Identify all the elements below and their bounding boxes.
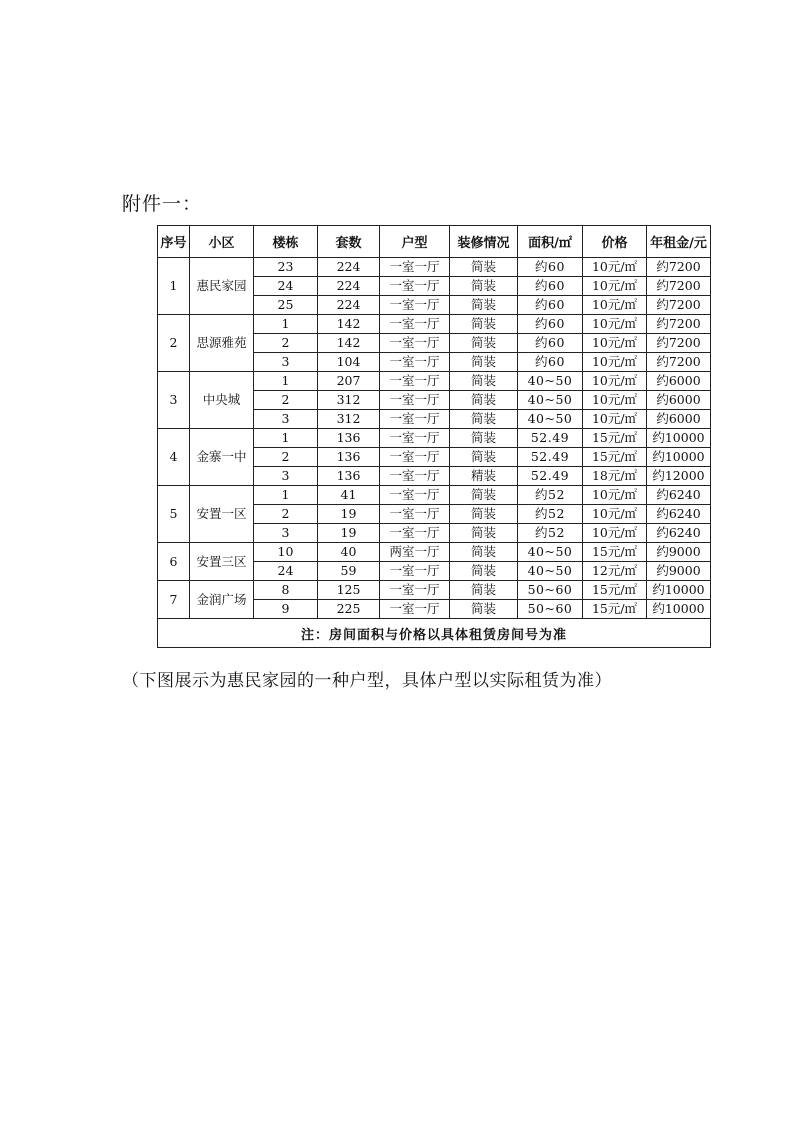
cell-area: 40~50 — [518, 372, 583, 391]
community-name: 金寨一中 — [190, 429, 254, 486]
cell-units: 19 — [318, 505, 380, 524]
header-cell: 楼栋 — [254, 226, 318, 258]
table-body — [158, 258, 711, 619]
cell-decoration: 简装 — [450, 581, 518, 600]
cell-building: 8 — [254, 581, 318, 600]
cell-units: 59 — [318, 562, 380, 581]
header-cell: 户型 — [380, 226, 450, 258]
cell-area: 50~60 — [518, 600, 583, 619]
cell-decoration: 简装 — [450, 448, 518, 467]
cell-rent: 约10000 — [647, 600, 711, 619]
cell-rent: 约7200 — [647, 334, 711, 353]
cell-price: 10元/㎡ — [583, 277, 647, 296]
header-cell: 序号 — [158, 226, 190, 258]
cell-layout: 一室一厅 — [380, 353, 450, 372]
cell-layout: 一室一厅 — [380, 410, 450, 429]
cell-area: 40~50 — [518, 391, 583, 410]
community-name: 金润广场 — [190, 581, 254, 619]
header-cell: 价格 — [583, 226, 647, 258]
cell-price: 10元/㎡ — [583, 315, 647, 334]
cell-rent: 约6000 — [647, 372, 711, 391]
cell-units: 41 — [318, 486, 380, 505]
cell-rent: 约7200 — [647, 353, 711, 372]
cell-price: 10元/㎡ — [583, 353, 647, 372]
cell-units: 207 — [318, 372, 380, 391]
cell-decoration: 简装 — [450, 258, 518, 277]
cell-area: 约60 — [518, 334, 583, 353]
cell-rent: 约10000 — [647, 429, 711, 448]
cell-decoration: 简装 — [450, 334, 518, 353]
cell-rent: 约6240 — [647, 524, 711, 543]
cell-building: 1 — [254, 372, 318, 391]
cell-price: 10元/㎡ — [583, 524, 647, 543]
cell-area: 约52 — [518, 486, 583, 505]
cell-layout: 一室一厅 — [380, 315, 450, 334]
cell-building: 2 — [254, 505, 318, 524]
cell-price: 10元/㎡ — [583, 391, 647, 410]
row-number: 6 — [158, 543, 190, 581]
cell-layout: 一室一厅 — [380, 258, 450, 277]
cell-units: 142 — [318, 334, 380, 353]
cell-area: 约60 — [518, 258, 583, 277]
table-row — [158, 486, 711, 505]
cell-layout: 一室一厅 — [380, 391, 450, 410]
table-note: 注：房间面积与价格以具体租赁房间号为准 — [158, 619, 711, 648]
cell-decoration: 简装 — [450, 543, 518, 562]
cell-area: 50~60 — [518, 581, 583, 600]
cell-units: 312 — [318, 391, 380, 410]
cell-area: 约60 — [518, 296, 583, 315]
community-name: 安置三区 — [190, 543, 254, 581]
cell-units: 104 — [318, 353, 380, 372]
cell-layout: 一室一厅 — [380, 448, 450, 467]
cell-rent: 约6240 — [647, 486, 711, 505]
cell-rent: 约12000 — [647, 467, 711, 486]
cell-area: 40~50 — [518, 543, 583, 562]
cell-area: 52.49 — [518, 467, 583, 486]
cell-units: 225 — [318, 600, 380, 619]
cell-decoration: 简装 — [450, 562, 518, 581]
cell-price: 10元/㎡ — [583, 258, 647, 277]
cell-price: 15元/㎡ — [583, 429, 647, 448]
cell-units: 224 — [318, 277, 380, 296]
cell-rent: 约10000 — [647, 448, 711, 467]
cell-rent: 约7200 — [647, 277, 711, 296]
cell-units: 142 — [318, 315, 380, 334]
cell-layout: 一室一厅 — [380, 296, 450, 315]
header-cell: 套数 — [318, 226, 380, 258]
cell-layout: 一室一厅 — [380, 467, 450, 486]
cell-price: 10元/㎡ — [583, 334, 647, 353]
cell-decoration: 简装 — [450, 410, 518, 429]
cell-building: 1 — [254, 429, 318, 448]
cell-layout: 一室一厅 — [380, 505, 450, 524]
cell-area: 52.49 — [518, 429, 583, 448]
cell-price: 15元/㎡ — [583, 448, 647, 467]
cell-decoration: 简装 — [450, 600, 518, 619]
row-number: 2 — [158, 315, 190, 372]
cell-layout: 一室一厅 — [380, 524, 450, 543]
cell-area: 约60 — [518, 277, 583, 296]
floorplan-caption: （下图展示为惠民家园的一种户型，具体户型以实际租赁为准） — [122, 671, 612, 691]
cell-units: 136 — [318, 448, 380, 467]
cell-building: 1 — [254, 486, 318, 505]
cell-rent: 约6000 — [647, 410, 711, 429]
cell-layout: 一室一厅 — [380, 562, 450, 581]
header-cell: 年租金/元 — [647, 226, 711, 258]
header-row — [158, 226, 711, 258]
cell-layout: 一室一厅 — [380, 600, 450, 619]
row-number: 7 — [158, 581, 190, 619]
cell-price: 10元/㎡ — [583, 372, 647, 391]
table-row — [158, 543, 711, 562]
cell-price: 10元/㎡ — [583, 296, 647, 315]
row-number: 3 — [158, 372, 190, 429]
cell-price: 10元/㎡ — [583, 486, 647, 505]
community-name: 惠民家园 — [190, 258, 254, 315]
header-cell: 装修情况 — [450, 226, 518, 258]
cell-rent: 约10000 — [647, 581, 711, 600]
cell-rent: 约6000 — [647, 391, 711, 410]
cell-rent: 约6240 — [647, 505, 711, 524]
cell-layout: 一室一厅 — [380, 372, 450, 391]
cell-decoration: 简装 — [450, 296, 518, 315]
cell-building: 1 — [254, 315, 318, 334]
cell-units: 136 — [318, 429, 380, 448]
cell-price: 15元/㎡ — [583, 581, 647, 600]
cell-building: 23 — [254, 258, 318, 277]
table-row — [158, 372, 711, 391]
cell-area: 约60 — [518, 353, 583, 372]
cell-building: 2 — [254, 391, 318, 410]
cell-area: 40~50 — [518, 410, 583, 429]
cell-rent: 约7200 — [647, 296, 711, 315]
cell-decoration: 简装 — [450, 353, 518, 372]
cell-layout: 一室一厅 — [380, 334, 450, 353]
cell-building: 3 — [254, 353, 318, 372]
cell-rent: 约7200 — [647, 258, 711, 277]
community-name: 中央城 — [190, 372, 254, 429]
cell-price: 10元/㎡ — [583, 410, 647, 429]
cell-decoration: 简装 — [450, 429, 518, 448]
cell-layout: 一室一厅 — [380, 581, 450, 600]
cell-decoration: 简装 — [450, 505, 518, 524]
cell-area: 52.49 — [518, 448, 583, 467]
cell-layout: 一室一厅 — [380, 486, 450, 505]
cell-units: 224 — [318, 258, 380, 277]
cell-price: 15元/㎡ — [583, 543, 647, 562]
cell-price: 12元/㎡ — [583, 562, 647, 581]
cell-building: 25 — [254, 296, 318, 315]
cell-building: 2 — [254, 448, 318, 467]
cell-units: 136 — [318, 467, 380, 486]
header-cell: 小区 — [190, 226, 254, 258]
cell-area: 约52 — [518, 524, 583, 543]
cell-building: 10 — [254, 543, 318, 562]
cell-rent: 约7200 — [647, 315, 711, 334]
table-row — [158, 429, 711, 448]
note-row — [158, 619, 711, 648]
cell-units: 19 — [318, 524, 380, 543]
cell-price: 15元/㎡ — [583, 600, 647, 619]
cell-decoration: 简装 — [450, 372, 518, 391]
cell-decoration: 简装 — [450, 315, 518, 334]
cell-units: 224 — [318, 296, 380, 315]
cell-layout: 两室一厅 — [380, 543, 450, 562]
cell-decoration: 精装 — [450, 467, 518, 486]
cell-decoration: 简装 — [450, 486, 518, 505]
row-number: 4 — [158, 429, 190, 486]
cell-decoration: 简装 — [450, 277, 518, 296]
cell-building: 24 — [254, 562, 318, 581]
cell-rent: 约9000 — [647, 562, 711, 581]
cell-price: 10元/㎡ — [583, 505, 647, 524]
cell-decoration: 简装 — [450, 391, 518, 410]
cell-area: 40~50 — [518, 562, 583, 581]
cell-decoration: 简装 — [450, 524, 518, 543]
community-name: 思源雅苑 — [190, 315, 254, 372]
cell-units: 312 — [318, 410, 380, 429]
cell-building: 3 — [254, 410, 318, 429]
cell-units: 125 — [318, 581, 380, 600]
header-cell: 面积/㎡ — [518, 226, 583, 258]
cell-building: 2 — [254, 334, 318, 353]
cell-building: 24 — [254, 277, 318, 296]
table-row — [158, 581, 711, 600]
rental-table — [157, 225, 711, 648]
cell-rent: 约9000 — [647, 543, 711, 562]
row-number: 5 — [158, 486, 190, 543]
cell-building: 3 — [254, 524, 318, 543]
community-name: 安置一区 — [190, 486, 254, 543]
attachment-heading: 附件一： — [122, 193, 203, 215]
cell-area: 约60 — [518, 315, 583, 334]
cell-layout: 一室一厅 — [380, 429, 450, 448]
table-row — [158, 258, 711, 277]
table-row — [158, 315, 711, 334]
cell-building: 3 — [254, 467, 318, 486]
cell-area: 约52 — [518, 505, 583, 524]
cell-units: 40 — [318, 543, 380, 562]
cell-price: 18元/㎡ — [583, 467, 647, 486]
cell-building: 9 — [254, 600, 318, 619]
cell-layout: 一室一厅 — [380, 277, 450, 296]
row-number: 1 — [158, 258, 190, 315]
